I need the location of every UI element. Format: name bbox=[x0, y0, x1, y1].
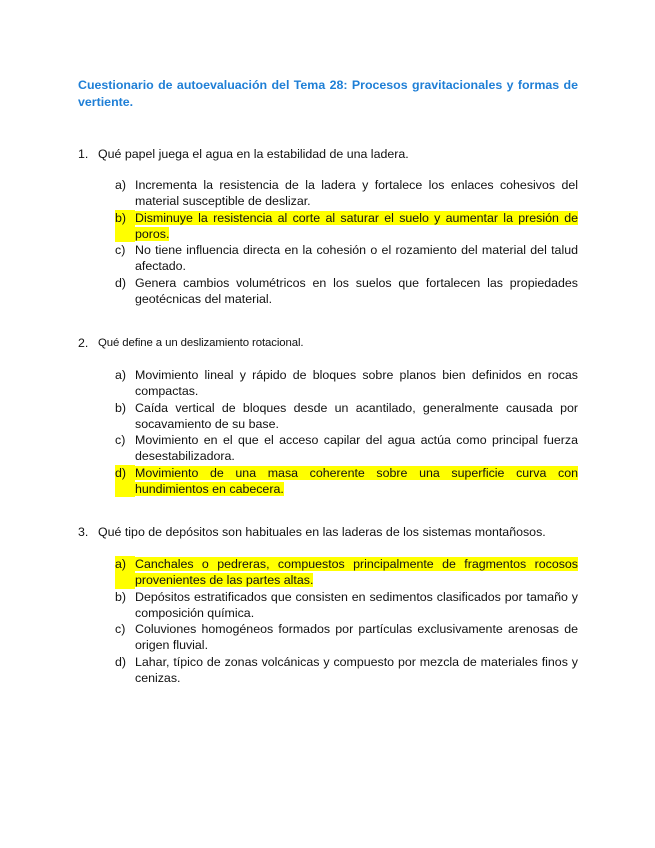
question-text: Qué papel juega el agua en la estabilidad de una ladera. bbox=[98, 147, 409, 161]
question-2 bbox=[78, 335, 578, 497]
option-b: b) Depósitos estratificados que consisten en sedimentos clasificados por tamaño y composición química. bbox=[115, 589, 578, 620]
option-d: d) Lahar, típico de zonas volcánicas y compuesto por mezcla de materiales finos y cenizas. bbox=[115, 654, 578, 686]
option-d: d) Genera cambios volumétricos en los suelos que fortalecen las propiedades geotécnicas del material. bbox=[115, 275, 578, 307]
page-title: Cuestionario de autoevaluación del Tema 28: Procesos gravitacionales y formas de vertiente. bbox=[78, 78, 578, 109]
question-3 bbox=[78, 524, 578, 686]
highlighted-answer: Disminuye la resistencia al corte al saturar el suelo y aumentar la presión de poros. bbox=[135, 210, 578, 241]
option-c: c) No tiene influencia directa en la cohesión o el rozamiento del material del talud afectado. bbox=[115, 243, 578, 274]
option-c: c) Movimiento en el que el acceso capilar del agua actúa como principal fuerza desestabilizadora. bbox=[115, 433, 578, 464]
options-list bbox=[115, 367, 578, 497]
options-list bbox=[115, 177, 578, 307]
option-b: b) Disminuye la resistencia al corte al saturar el suelo y aumentar la presión de poros. bbox=[115, 210, 578, 241]
option-a: a) Canchales o pedreras, compuestos principalmente de fragmentos rocosos provenientes de las partes altas. bbox=[115, 557, 578, 588]
option-a: a) Movimiento lineal y rápido de bloques sobre planos bien definidos en rocas compactas. bbox=[115, 368, 578, 399]
option-a: a) Incrementa la resistencia de la ladera y fortalece los enlaces cohesivos del material susceptible de deslizar. bbox=[115, 178, 578, 209]
question-text: Qué tipo de depósitos son habituales en las laderas de los sistemas montañosos. bbox=[98, 525, 546, 539]
highlighted-answer: Movimiento de una masa coherente sobre una superficie curva con hundimientos en cabecera. bbox=[135, 465, 578, 497]
question-number: 2. bbox=[78, 336, 89, 350]
option-c: c) Coluviones homogéneos formados por partículas exclusivamente arenosas de origen fluvial. bbox=[115, 622, 578, 653]
question-text: Qué define a un deslizamiento rotacional. bbox=[98, 337, 304, 349]
option-d: d) Movimiento de una masa coherente sobre una superficie curva con hundimientos en cabecera. bbox=[115, 465, 578, 497]
options-list bbox=[115, 556, 578, 686]
option-b: b) Caída vertical de bloques desde un acantilado, generalmente causada por socavamiento de su base. bbox=[115, 400, 578, 431]
question-number: 3. bbox=[78, 525, 89, 539]
question-1 bbox=[78, 146, 578, 307]
highlighted-answer: Canchales o pedreras, compuestos principalmente de fragmentos rocosos provenientes de las partes altas. bbox=[135, 557, 578, 588]
question-number: 1. bbox=[78, 147, 89, 161]
